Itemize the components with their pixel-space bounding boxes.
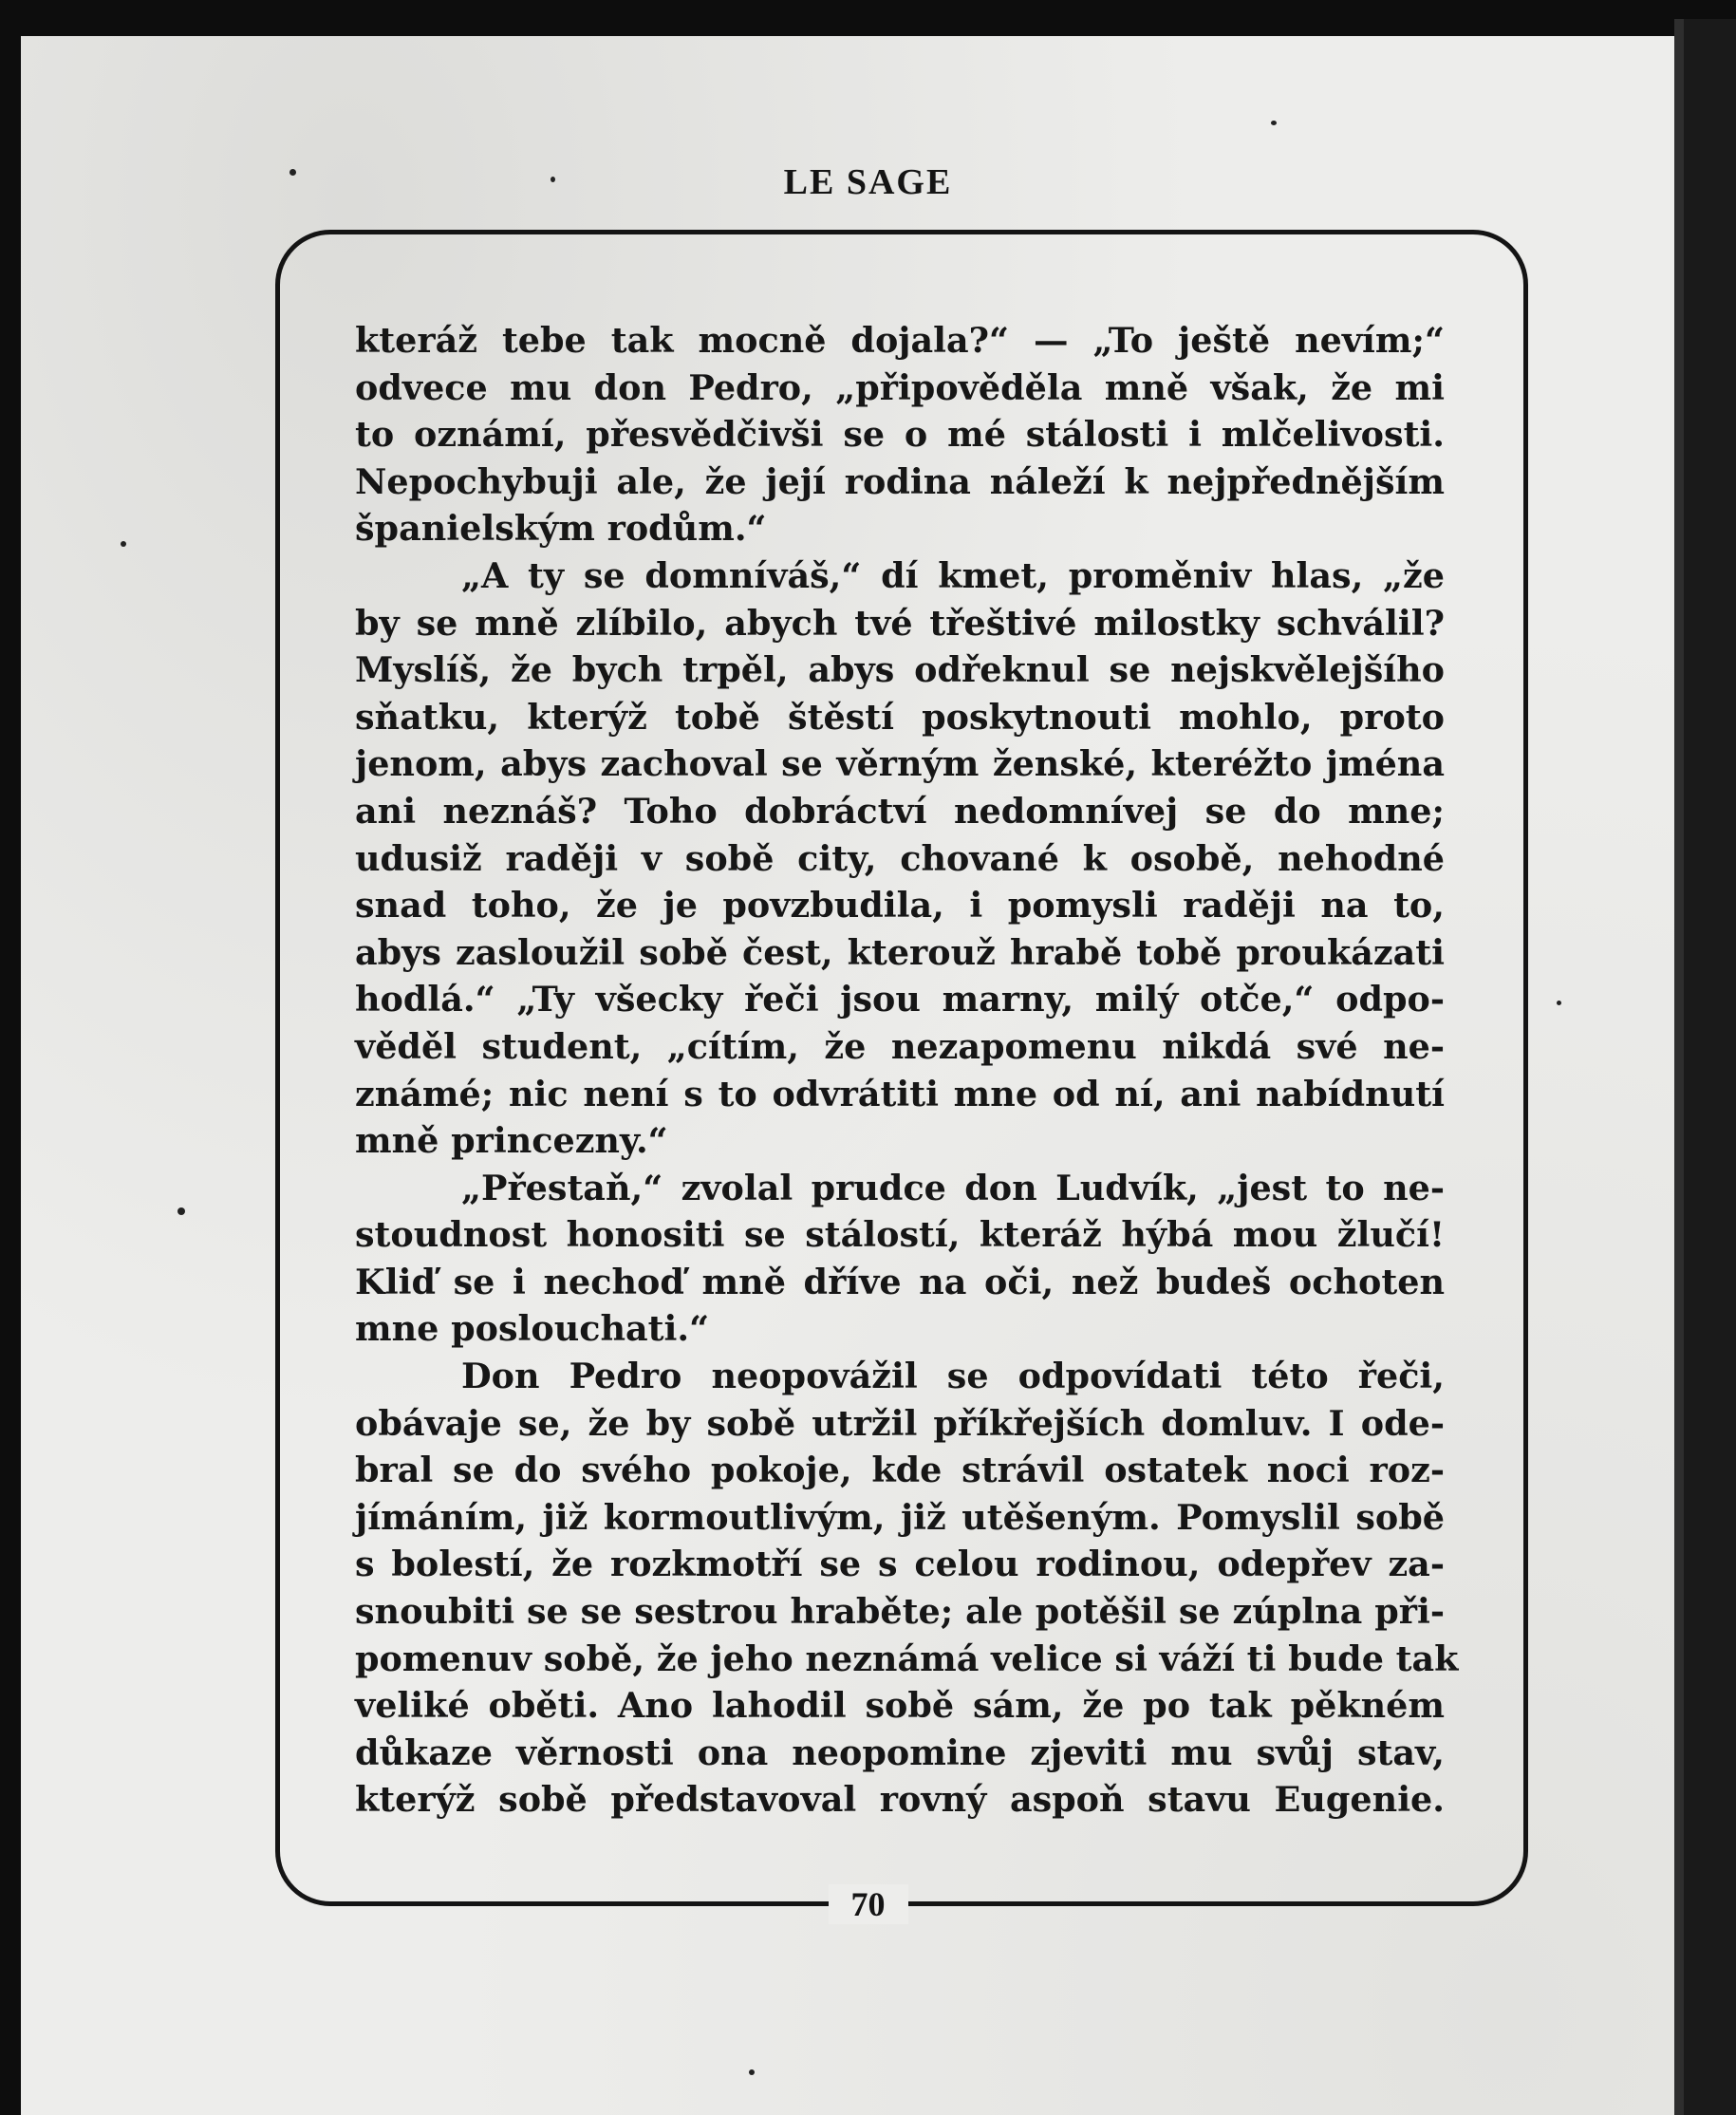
text-line: snoubiti se se sestrou hraběte; ale potěšil se zúplna při- bbox=[355, 1591, 1445, 1633]
paper-speck bbox=[177, 1207, 185, 1215]
text-line: kterýž sobě představoval rovný aspoň stavu Eugenie. bbox=[355, 1779, 1445, 1821]
text-line: Nepochybuji ale, že její rodina náleží k nejpřednějším bbox=[355, 460, 1445, 502]
text-line: kteráž tebe tak mocně dojala?“ — „To ještě nevím;“ bbox=[355, 320, 1445, 361]
text-line: by se mně zlíbilo, abych tvé třeštivé milostky schválil? bbox=[355, 602, 1445, 644]
text-line: sňatku, kterýž tobě štěstí poskytnouti mohlo, proto bbox=[355, 696, 1445, 738]
text-line: důkaze věrnosti ona neopomine zjeviti mu svůj stav, bbox=[355, 1731, 1445, 1773]
text-line: pomenuv sobě, že jeho neznámá velice si váží ti bude tak bbox=[355, 1638, 1459, 1679]
text-line: „A ty se domníváš,“ dí kmet, proměniv hlas, „že bbox=[461, 554, 1445, 596]
body-text bbox=[355, 317, 1459, 1824]
book-spine-edge bbox=[1674, 19, 1684, 2115]
text-line: s bolestí, že rozkmotří se s celou rodinou, odepřev za- bbox=[355, 1544, 1445, 1585]
text-line: abys zasloužil sobě čest, kterouž hrabě tobě proukázati bbox=[355, 931, 1445, 973]
text-line: Myslíš, že bych trpěl, abys odřeknul se nejskvělejšího bbox=[355, 649, 1445, 691]
paper-speck bbox=[1271, 121, 1277, 125]
text-line: mně princezny.“ bbox=[355, 1120, 668, 1162]
text-line: španielským rodům.“ bbox=[355, 508, 767, 550]
text-line: mne poslouchati.“ bbox=[355, 1308, 710, 1350]
paper-speck bbox=[121, 541, 126, 547]
text-line: známé; nic není s to odvrátiti mne od ní, ani nabídnutí bbox=[355, 1073, 1445, 1114]
text-line: udusiž raději v sobě city, chované k osobě, nehodné bbox=[355, 837, 1445, 879]
paper-speck bbox=[749, 2069, 755, 2075]
text-line: „Přestaň,“ zvolal prudce don Ludvík, „jest to ne- bbox=[461, 1167, 1445, 1208]
text-line: jenom, abys zachoval se věrným ženské, kteréžto jména bbox=[355, 743, 1445, 785]
text-line: ani neznáš? Toho dobráctví nedomnívej se do mne; bbox=[355, 790, 1445, 832]
running-head: LE SAGE bbox=[783, 162, 953, 202]
text-line: snad toho, že je povzbudila, i pomysli raději na to, bbox=[355, 885, 1445, 926]
text-line: veliké oběti. Ano lahodil sobě sám, že po tak pěkném bbox=[355, 1685, 1445, 1727]
text-line: obávaje se, že by sobě utržil příkřejších domluv. I ode- bbox=[355, 1402, 1445, 1444]
text-line: Don Pedro neopovážil se odpovídati této řeči, bbox=[461, 1356, 1445, 1397]
text-line: odvece mu don Pedro, „připověděla mně však, že mi bbox=[355, 366, 1445, 408]
text-line: bral se do svého pokoje, kde strávil ostatek noci roz- bbox=[355, 1450, 1445, 1491]
text-line: stoudnost honositi se stálostí, kteráž hýbá mou žlučí! bbox=[355, 1214, 1445, 1256]
text-line: to oznámí, přesvědčivši se o mé stálosti i mlčelivosti. bbox=[355, 414, 1445, 456]
text-line: hodlá.“ „Ty všecky řeči jsou marny, milý otče,“ odpo- bbox=[355, 979, 1445, 1020]
page-number: 70 bbox=[829, 1884, 908, 1924]
page-footer bbox=[0, 1884, 1736, 1924]
paper-speck bbox=[1557, 1001, 1561, 1005]
text-line: Kliď se i nechoď mně dříve na oči, než budeš ochoten bbox=[355, 1261, 1445, 1302]
text-line: věděl student, „cítím, že nezapomenu nikdá své ne- bbox=[355, 1025, 1445, 1067]
text-line: jímáním, již kormoutlivým, již utěšeným. Pomyslil sobě bbox=[355, 1496, 1445, 1538]
